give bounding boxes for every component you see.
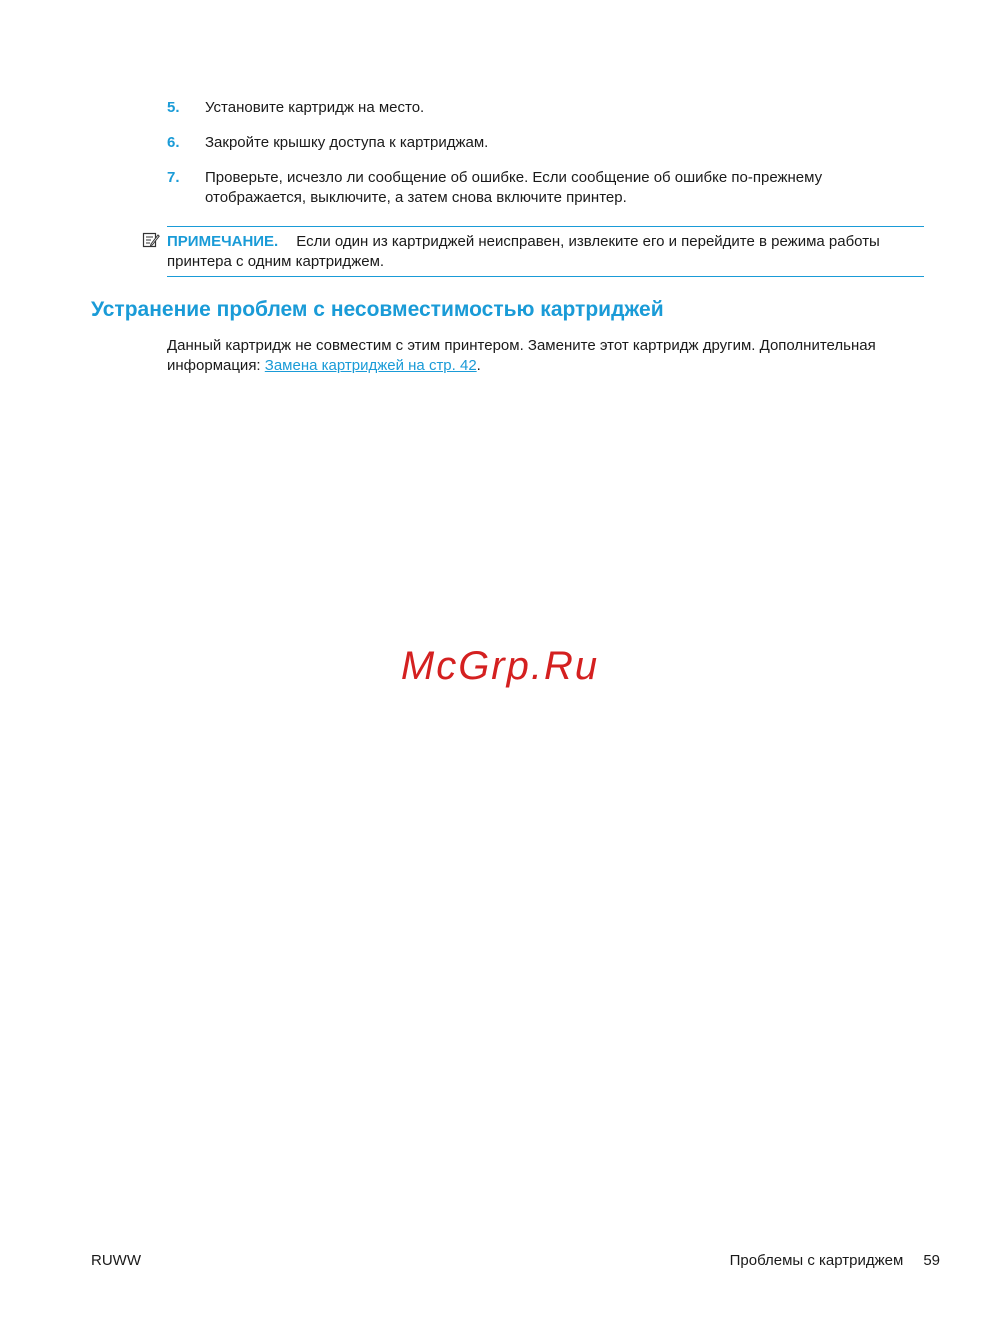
step-number: 6. xyxy=(167,134,180,151)
footer-right xyxy=(730,1251,940,1271)
section-heading: Устранение проблем с несовместимостью картриджей xyxy=(91,298,664,321)
step-number: 7. xyxy=(167,169,180,186)
note-icon xyxy=(142,231,160,249)
list-item xyxy=(167,168,927,208)
replace-cartridges-link[interactable]: Замена картриджей на стр. 42 xyxy=(264,357,477,374)
step-number: 5. xyxy=(167,99,180,116)
step-text: Установите картридж на место. xyxy=(205,99,425,116)
section-body xyxy=(167,336,927,376)
footer-left: RUWW xyxy=(91,1252,141,1269)
note-label: ПРИМЕЧАНИЕ. xyxy=(167,233,279,250)
step-list xyxy=(167,98,927,223)
step-text: Проверьте, исчезло ли сообщение об ошибке. Если сообщение об ошибке по-прежнему отображается, выключите, а затем снова включите принтер. xyxy=(205,169,823,206)
note-text: Если один из картриджей неисправен, извлеките его и перейдите в режима работы принтера с одним картриджем. xyxy=(167,233,880,270)
watermark: McGrp.Ru xyxy=(400,644,600,688)
section-body-trailing: . xyxy=(476,357,481,374)
footer-chapter: Проблемы с картриджем xyxy=(729,1252,904,1269)
section-body-text: Данный картридж не совместим с этим принтером. Замените этот картридж другим. Дополнительная информация: xyxy=(167,337,876,374)
list-item xyxy=(167,133,927,153)
note-box xyxy=(167,226,924,277)
list-item xyxy=(167,98,927,118)
page-number: 59 xyxy=(923,1252,940,1269)
step-text: Закройте крышку доступа к картриджам. xyxy=(205,134,489,151)
